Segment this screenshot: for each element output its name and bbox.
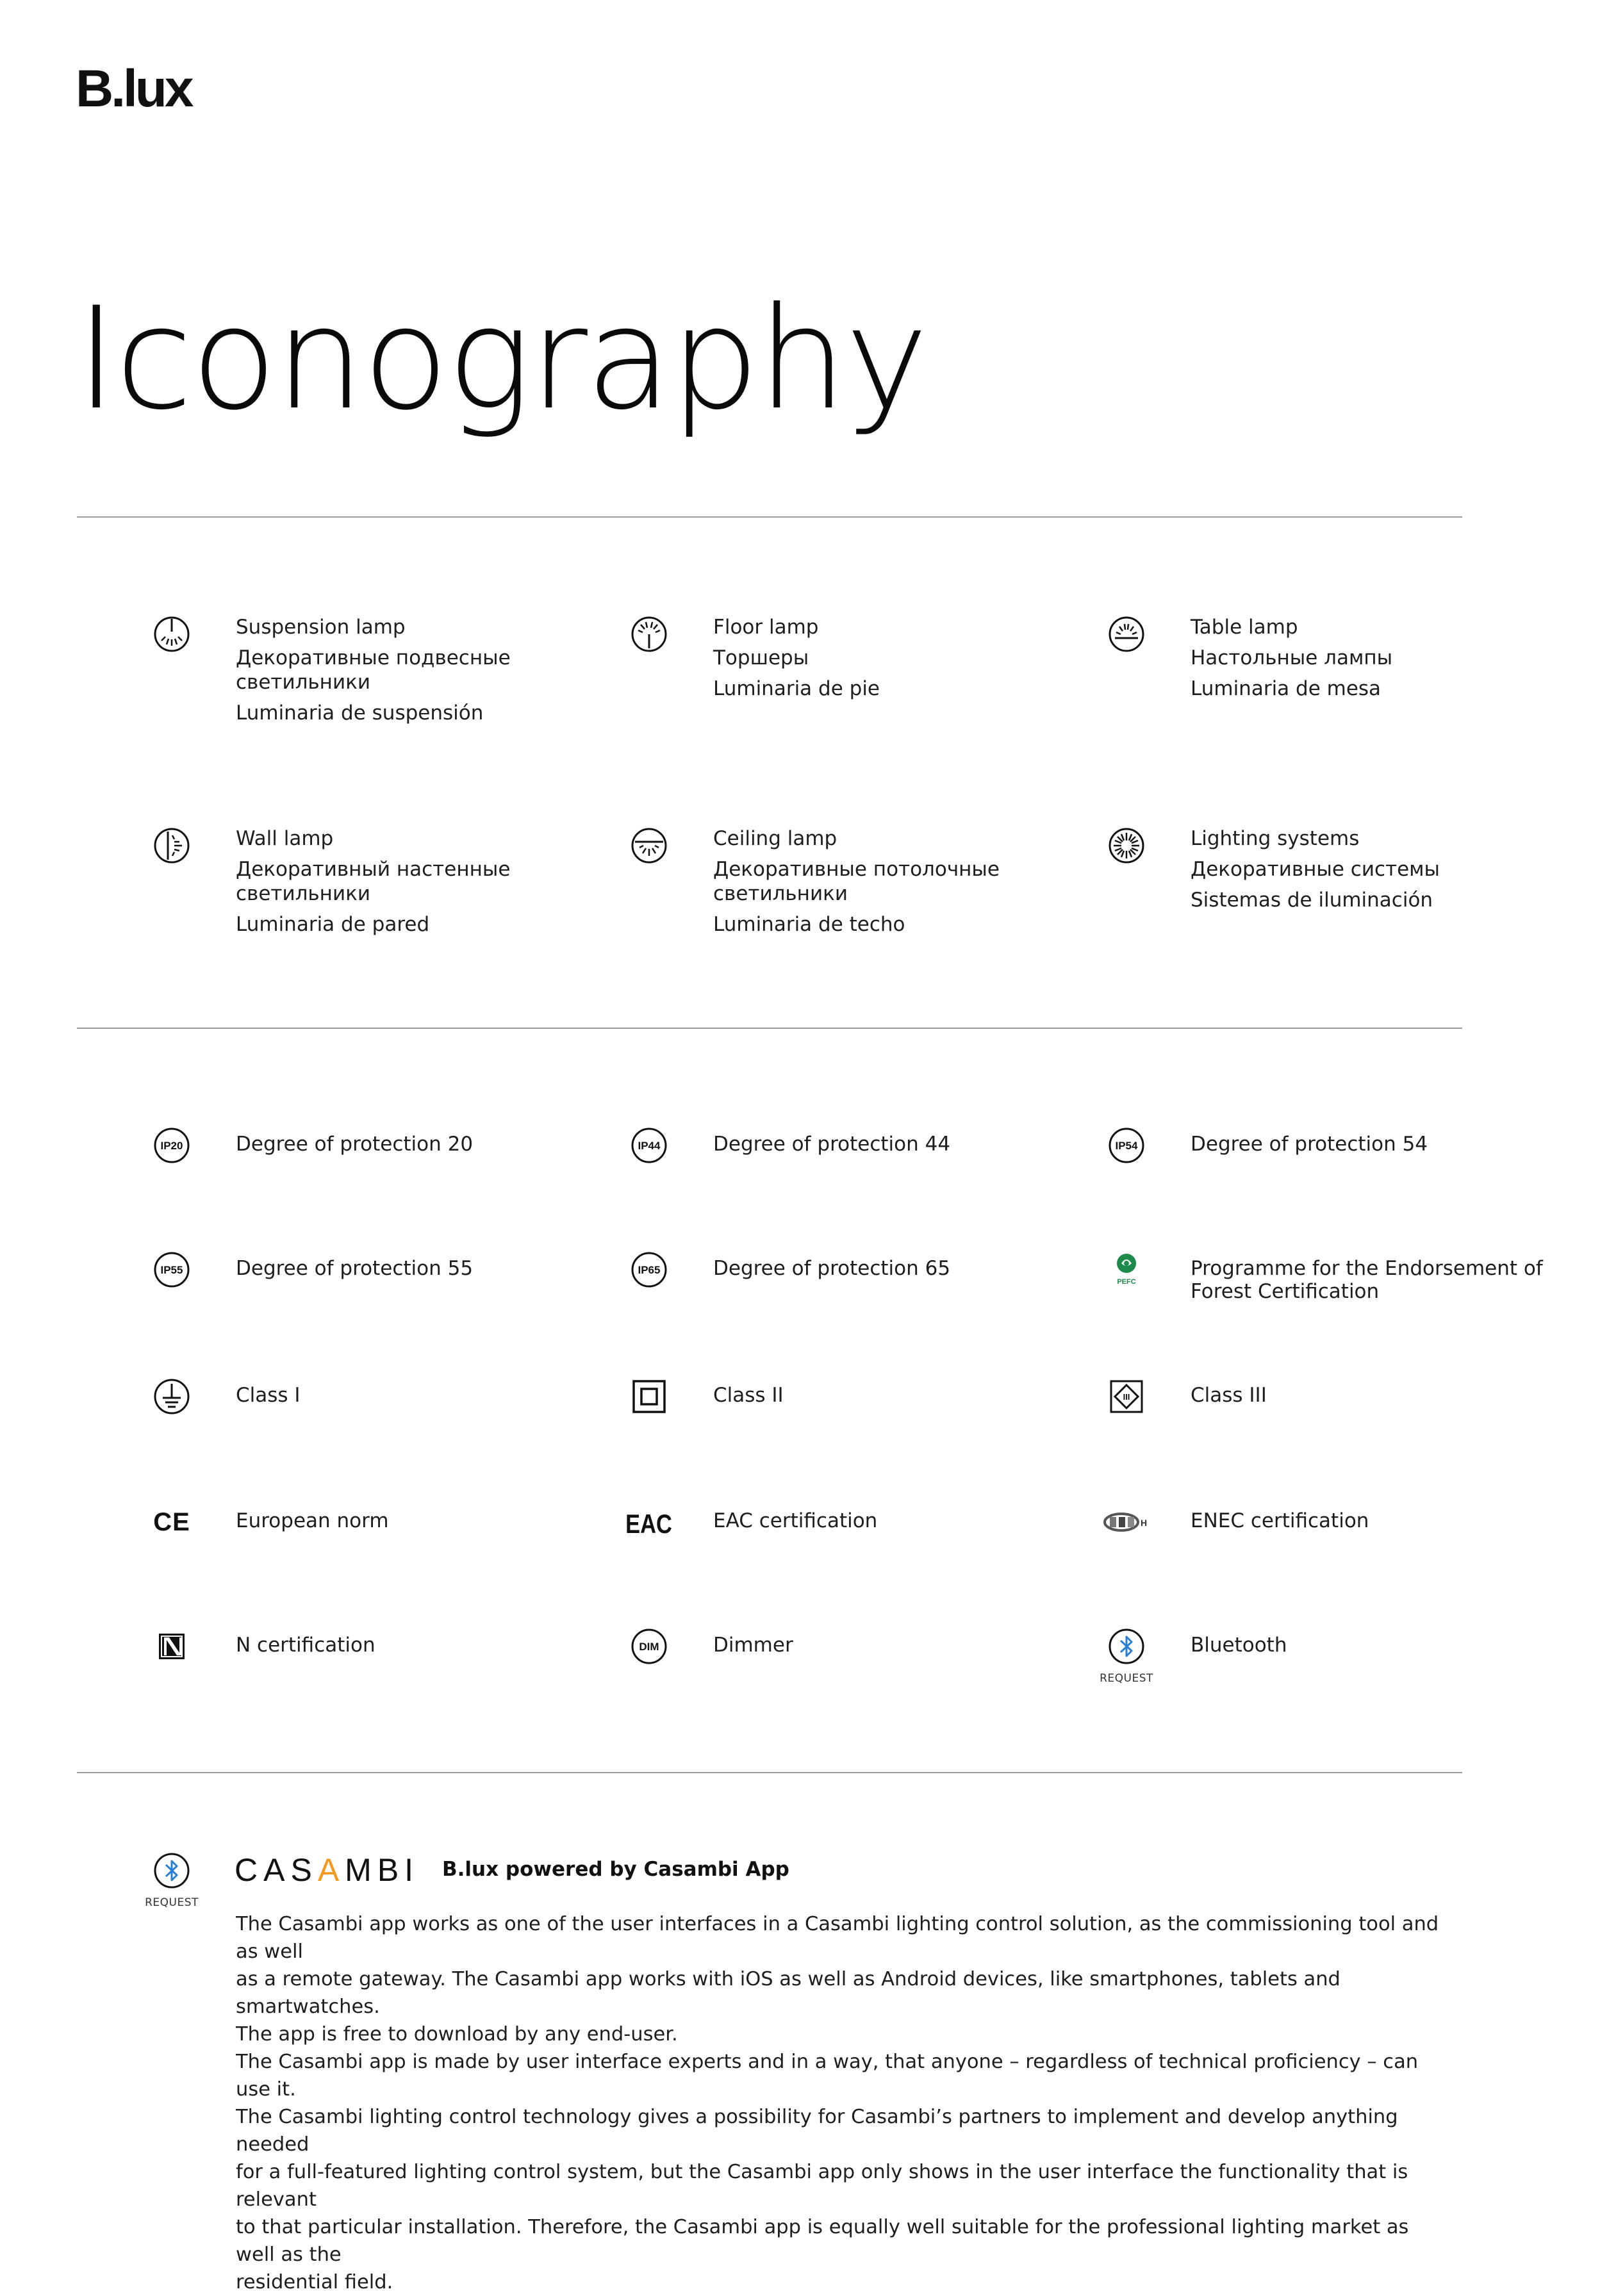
casambi-description (236, 1910, 1453, 2296)
pefc-badge-text: PEFC (1117, 1278, 1136, 1286)
lamp-label-en: Wall lamp (236, 827, 334, 850)
cert-label: Class III (1191, 1384, 1267, 1407)
paragraph-line: to that particular installation. Therefore, the Casambi app is equally well suitable for the professional lighting market as well as the (236, 2216, 1409, 2266)
cert-label: Degree of protection 20 (236, 1133, 474, 1156)
wall-lamp-icon (153, 826, 191, 865)
paragraph-line: residential field. (236, 2271, 393, 2293)
divider (77, 1028, 1462, 1029)
ip-badge-text: IP65 (638, 1264, 661, 1276)
cert-label: EAC certification (713, 1509, 878, 1532)
ip55-icon (153, 1250, 191, 1289)
cert-label: N certification (236, 1634, 375, 1657)
lamp-label-en: Suspension lamp (236, 616, 406, 639)
pefc-icon (1107, 1250, 1146, 1289)
ip54-icon (1107, 1126, 1146, 1165)
lamp-label-ru: Настольные лампы (1191, 646, 1393, 669)
cert-label: Degree of protection 55 (236, 1257, 474, 1280)
lamp-label-ru: Декоративные потолочные светильники (713, 858, 1000, 905)
cert-label: Degree of protection 54 (1191, 1133, 1428, 1156)
paragraph-line: as a remote gateway. The Casambi app works with iOS as well as Android devices, like smartphones, tablets and smartwatches. (236, 1968, 1340, 2018)
floor-lamp-icon (630, 615, 668, 653)
ceiling-lamp-icon (630, 826, 668, 865)
ip-badge-text: IP44 (638, 1140, 661, 1152)
ip65-icon (630, 1250, 668, 1289)
cert-label: Class I (236, 1384, 301, 1407)
cert-label: Class II (713, 1384, 784, 1407)
class-1-icon (153, 1377, 191, 1416)
divider (77, 516, 1462, 518)
casambi-logo-accent: A (317, 1852, 345, 1888)
cert-label: Bluetooth (1191, 1634, 1287, 1657)
ip-badge-text: IP55 (160, 1264, 183, 1276)
divider (77, 1772, 1462, 1773)
casambi-request-label: REQUEST (145, 1896, 199, 1909)
paragraph-line: The Casambi lighting control technology gives a possibility for Casambi’s partners to implement and develop anything needed (236, 2106, 1398, 2156)
table-lamp-icon (1107, 615, 1146, 653)
cert-label: ENEC certification (1191, 1509, 1369, 1532)
lamp-label-es: Sistemas de iluminación (1191, 889, 1433, 912)
svg-text:H: H (1141, 1518, 1148, 1528)
lamp-label-ru: Декоративные системы (1191, 858, 1440, 881)
lamp-label-en: Floor lamp (713, 616, 819, 639)
cert-label: Dimmer (713, 1634, 793, 1657)
paragraph-line: The Casambi app is made by user interface experts and in a way, that anyone – regardless of technical proficiency – can use it. (236, 2051, 1419, 2101)
suspension-lamp-icon (153, 615, 191, 653)
dim-badge-text: DIM (639, 1641, 659, 1653)
page-title: Iconography (76, 277, 927, 441)
lamp-label-ru: Декоративные подвесные светильники (236, 646, 511, 694)
ip-badge-text: IP20 (160, 1140, 183, 1152)
lamp-label-es: Luminaria de pared (236, 913, 430, 936)
ip20-icon (153, 1126, 191, 1165)
bluetooth-request-label: REQUEST (1100, 1672, 1153, 1685)
lamp-label-en: Ceiling lamp (713, 827, 837, 850)
paragraph-line: for a full-featured lighting control system, but the Casambi app only shows in the user interface the functionality that is relevant (236, 2161, 1408, 2211)
lamp-label-ru: Декоративный настенные светильники (236, 858, 511, 905)
cert-label: Degree of protection 44 (713, 1133, 951, 1156)
eac-badge-text: EAC (625, 1509, 672, 1539)
casambi-heading: B.lux powered by Casambi App (442, 1858, 789, 1881)
eac-icon (625, 1503, 672, 1541)
ce-badge-text: CE (153, 1508, 190, 1536)
paragraph-line: The Casambi app works as one of the user interfaces in a Casambi lighting control solution, as the commissioning tool and as well (236, 1913, 1439, 1963)
lamp-label-es: Luminaria de pie (713, 677, 880, 700)
class-2-icon (630, 1377, 668, 1416)
enec-icon (1101, 1503, 1146, 1541)
lamp-label-es: Luminaria de suspensión (236, 701, 484, 725)
ip44-icon (630, 1126, 668, 1165)
cert-label: European norm (236, 1509, 389, 1532)
bluetooth-icon (153, 1851, 191, 1890)
lamp-label-en: Table lamp (1191, 616, 1298, 639)
casambi-logo-part: CAS (235, 1852, 318, 1888)
lamp-label-ru: Торшеры (713, 646, 809, 669)
lighting-systems-icon (1107, 826, 1146, 865)
lamp-label-es: Luminaria de techo (713, 913, 905, 936)
class-3-badge-text: III (1123, 1392, 1130, 1402)
ce-icon (153, 1503, 191, 1541)
casambi-logo (235, 1851, 419, 1889)
paragraph-line: The app is free to download by any end-user. (236, 2023, 678, 2046)
n-certification-icon (153, 1627, 191, 1666)
class-3-icon (1107, 1377, 1146, 1416)
brand-logo: B.lux (76, 60, 192, 118)
bluetooth-icon (1107, 1627, 1146, 1666)
casambi-logo-part: MBI (345, 1852, 420, 1888)
cert-label: Degree of protection 65 (713, 1257, 951, 1280)
lamp-label-es: Luminaria de mesa (1191, 677, 1381, 700)
lamp-label-en: Lighting systems (1191, 827, 1360, 850)
cert-label: Programme for the Endorsement of Forest Certification (1191, 1257, 1543, 1303)
dimmer-icon (630, 1627, 668, 1666)
ip-badge-text: IP54 (1115, 1140, 1138, 1152)
